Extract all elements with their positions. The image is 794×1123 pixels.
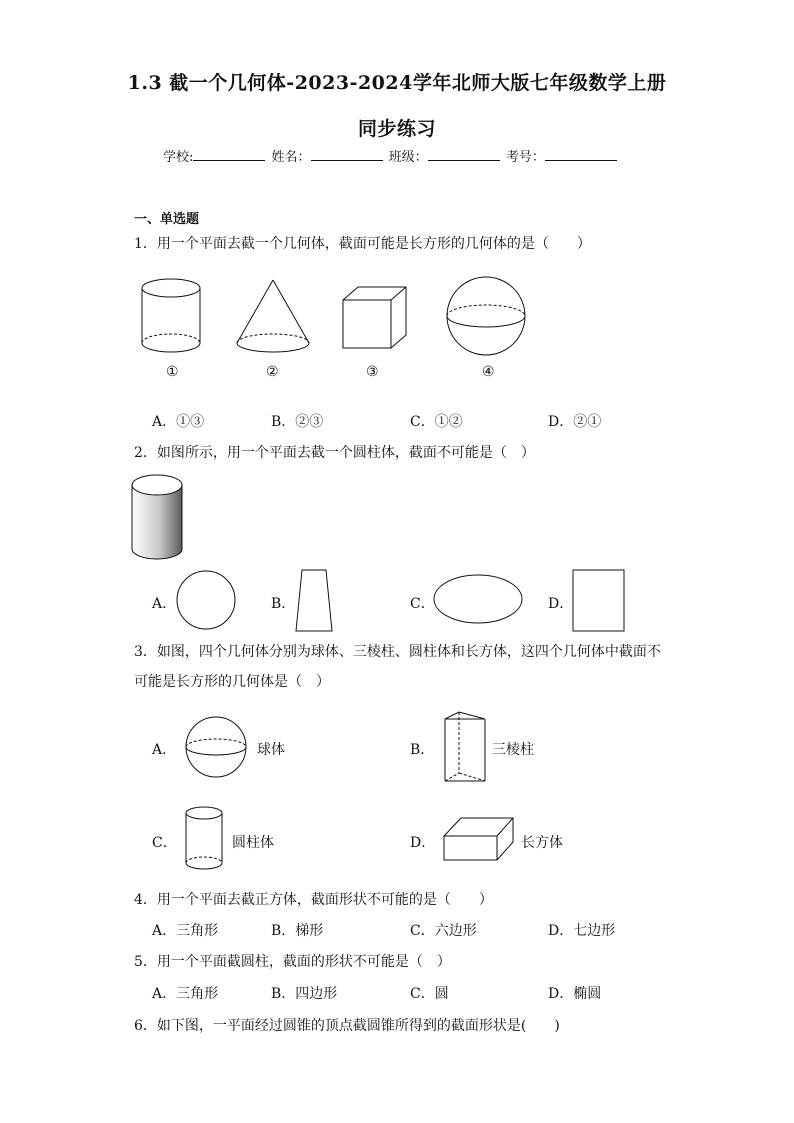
q3-cylinder-figure [185,806,225,872]
school-label: 学校: [163,150,194,165]
class-blank[interactable] [428,148,500,161]
q3-option-d[interactable]: D． [410,835,436,851]
name-blank[interactable] [311,148,383,161]
q3-sphere-label: 球体 [257,742,285,758]
q2-circle-shape [176,570,238,632]
q1-option-b[interactable]: B．②③ [271,414,324,430]
q5-option-d[interactable]: D．椭圆 [548,986,602,1002]
q3-triangular-prism-figure [443,711,487,783]
q2-option-a[interactable]: A． [152,596,177,612]
q1-figure-label-1: ① [166,364,179,380]
q6-stem: 6．如下图，一平面经过圆锥的顶点截圆锥所得到的截面形状是( ) [134,1018,560,1034]
q3-prism-label: 三棱柱 [492,742,534,758]
exam-number-blank[interactable] [545,148,617,161]
exam-number-label: 考号： [505,150,545,165]
q2-shaded-cylinder-figure [130,472,186,562]
q5-option-a[interactable]: A．三角形 [152,986,219,1002]
q4-option-c[interactable]: C．六边形 [410,923,477,939]
q1-option-d[interactable]: D．②① [548,414,602,430]
section-title: 一、单选题 [134,212,200,227]
page-title: 1.3 截一个几何体-2023-2024学年北师大版七年级数学上册 [127,72,667,94]
q4-option-d[interactable]: D．七边形 [548,923,616,939]
q5-option-b[interactable]: B．四边形 [271,986,338,1002]
q2-ellipse-shape [433,574,525,626]
q3-sphere-figure [185,716,249,780]
q3-stem-line1: 3．如图，四个几何体分别为球体、三棱柱、圆柱体和长方体，这四个几何体中截面不 [134,644,661,660]
q3-option-c[interactable]: C． [152,835,177,851]
class-label: 班级： [388,150,428,165]
q3-cuboid-figure [443,817,515,863]
q2-trapezoid-shape [294,569,334,633]
q1-option-a[interactable]: A．①③ [152,414,205,430]
school-blank[interactable] [193,148,265,161]
q3-option-b[interactable]: B． [410,742,435,758]
q2-option-c[interactable]: C． [410,596,435,612]
q3-stem-line2: 可能是长方形的几何体是（ ） [134,674,330,690]
page-subtitle: 同步练习 [357,118,436,140]
q1-cube-figure [342,286,408,350]
q5-stem: 5．用一个平面截圆柱，截面的形状不可能是（ ） [134,954,451,970]
q2-stem: 2．如图所示，用一个平面去截一个圆柱体，截面不可能是（ ） [134,445,535,461]
q2-option-b[interactable]: B． [271,596,296,612]
q4-stem: 4．用一个平面去截正方体，截面形状不可能的是（ ） [134,892,493,908]
q2-option-d[interactable]: D． [548,596,574,612]
q1-stem: 1．用一个平面去截一个几何体，截面可能是长方形的几何体的是（ ） [134,236,591,252]
q3-cuboid-label: 长方体 [521,835,563,851]
q5-option-c[interactable]: C．圆 [410,986,449,1002]
q3-cylinder-label: 圆柱体 [232,835,274,851]
q1-sphere-figure [446,276,528,358]
q1-option-c[interactable]: C．①② [410,414,463,430]
q1-figure-label-3: ③ [366,364,379,380]
q2-rectangle-shape [572,569,626,633]
q1-cone-figure [234,278,314,358]
q4-option-b[interactable]: B．梯形 [271,923,324,939]
q1-figure-label-4: ④ [482,364,495,380]
q3-option-a[interactable]: A． [152,742,177,758]
q1-cylinder-figure [140,278,204,356]
q4-option-a[interactable]: A．三角形 [152,923,219,939]
name-label: 姓名： [271,150,311,165]
student-info-row [163,146,619,165]
q1-figure-label-2: ② [266,364,279,380]
